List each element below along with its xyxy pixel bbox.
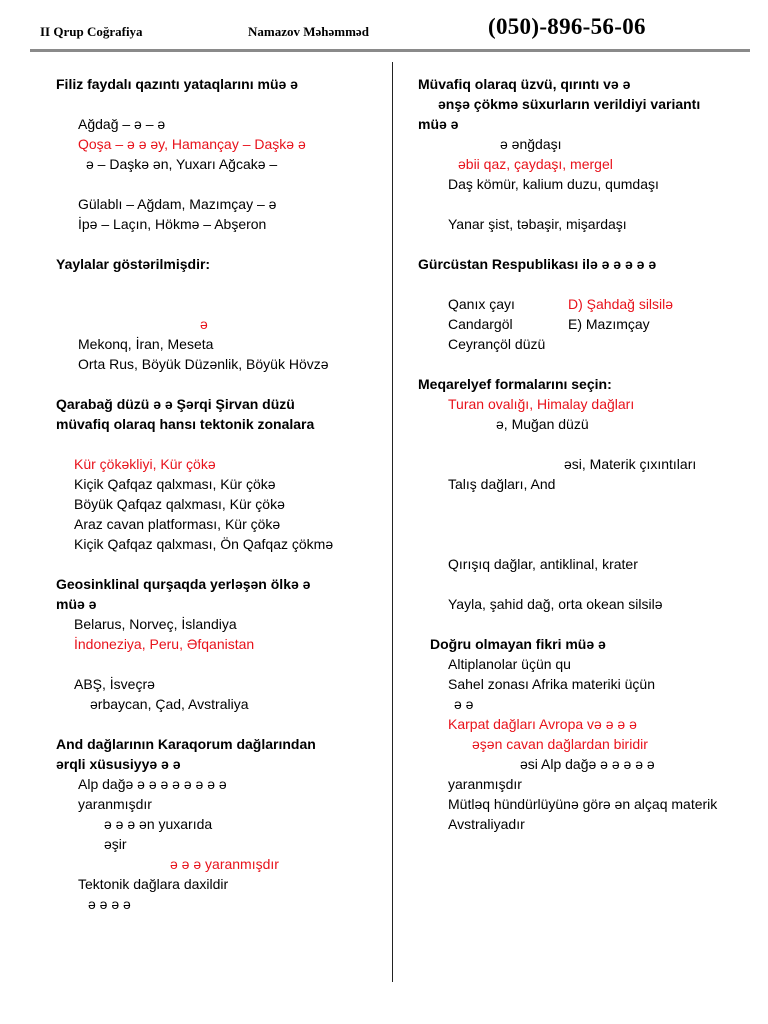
answer-option: əsi Alp dağə ə ə ə ə ə [520,756,655,772]
answer-option: Altiplanolar üçün qu [448,656,571,672]
answer-option: Ağdağ – ə – ə [78,116,166,132]
question-title: Doğru olmayan fikri müə ə [430,636,606,652]
answer-option: Kiçik Qafqaz qalxması, Kür çökə [74,476,276,492]
answer-option: Böyük Qafqaz qalxması, Kür çökə [74,496,285,512]
answer-option: Yanar şist, təbaşir, mişardaşı [448,216,627,232]
question-title: Meqarelyef formalarını seçin: [418,376,612,392]
answer-option-correct: Karpat dağları Avropa və ə ə ə [448,716,637,732]
answer-option-correct-cont: əşən cavan dağlardan biridir [472,736,648,752]
answer-option: İpə – Laçın, Hökmə – Abşeron [78,216,267,232]
answer-option-correct: Qoşa – ə ə əy, Hamançay – Daşkə ə [78,136,306,152]
column-divider [392,62,393,982]
answer-option-cont: əşir [104,836,127,852]
answer-option-correct: İndoneziya, Peru, Əfqanistan [74,636,255,652]
question-title: Yaylalar göstərilmişdir: [56,256,211,272]
question-title-cont: ənşə çökmə süxurların verildiyi variantı [438,96,701,112]
left-column [56,74,376,914]
answer-option: ərbaycan, Çad, Avstraliya [90,696,249,712]
answer-option: Qırışıq dağlar, antiklinal, krater [448,556,638,572]
answer-option: Ceyrançöl düzü [448,336,546,352]
answer-option-correct: D) Şahdağ silsilə [568,296,674,312]
page-header [0,0,768,56]
header-rule [30,49,750,52]
question-title: Qarabağ düzü ə ə Şərqi Şirvan düzü [56,396,295,412]
answer-option-correct: əbii qaz, çaydaşı, mergel [458,156,613,172]
answer-option-cont: Avstraliyadır [448,816,525,832]
answer-option: ə ə ə ən yuxarıda [104,816,213,832]
answer-option: ə ənğdaşı [500,136,562,152]
answer-option: Yayla, şahid dağ, orta okean silsilə [448,596,663,612]
answer-option: Talış dağları, And [448,476,556,492]
answer-option: ə, Muğan düzü [496,416,589,432]
question-title-cont: ərqli xüsusiyyə ə ə [56,756,181,772]
answer-option: Mekonq, İran, Meseta [78,336,214,352]
right-column [418,74,748,834]
question-title: Gürcüstan Respublikası ilə ə ə ə ə ə [418,256,657,272]
answer-row [418,314,748,334]
answer-row [418,294,748,314]
header-phone: (050)-896-56-06 [488,14,646,39]
question-title-cont: müə ə [418,116,459,132]
question-title: Geosinklinal qurşaqda yerləşən ölkə ə [56,576,311,592]
answer-option: Daş kömür, kalium duzu, qumdaşı [448,176,659,192]
answer-option: ə ə ə ə [88,896,131,912]
question-title: And dağlarının Karaqorum dağlarından [56,736,316,752]
answer-option: Qanıx çayı [448,296,515,312]
answer-option: Mütləq hündürlüyünə görə ən alçaq materik [448,796,718,812]
answer-option: Alp dağə ə ə ə ə ə ə ə ə [78,776,227,792]
answer-option-cont: yaranmışdır [448,776,522,792]
header-group: II Qrup Coğrafiya [40,24,143,39]
answer-option: Candargöl [448,316,513,332]
answer-option-cont: ə ə [454,696,474,712]
question-title-cont: müə ə [56,596,97,612]
header-author: Namazov Məhəmməd [248,24,369,39]
answer-option-correct: Kür çökəkliyi, Kür çökə [74,456,216,472]
answer-option-correct: ə ə ə yaranmışdır [170,856,279,872]
answer-option: E) Mazımçay [568,316,650,332]
answer-option: ABŞ, İsveçrə [74,676,155,692]
answer-option-correct: Turan ovalığı, Himalay dağları [448,396,635,412]
question-title: Müvafiq olaraq üzvü, qırıntı və ə [418,76,631,92]
answer-option: Tektonik dağlara daxildir [78,876,229,892]
answer-option: Araz cavan platforması, Kür çökə [74,516,281,532]
question-title: Filiz faydalı qazıntı yataqlarını müə ə [56,76,298,92]
answer-option: Orta Rus, Böyük Düzənlik, Böyük Hövzə [78,356,329,372]
question-title-cont: müvafiq olaraq hansı tektonik zonalara [56,416,315,432]
answer-option: Sahel zonası Afrika materiki üçün [448,676,655,692]
answer-option: Belarus, Norveç, İslandiya [74,616,237,632]
answer-option: ə – Daşkə ən, Yuxarı Ağcakə – [86,156,278,172]
answer-option-correct: ə [200,316,208,332]
answer-option-cont: yaranmışdır [78,796,152,812]
answer-option: Gülablı – Ağdam, Mazımçay – ə [78,196,277,212]
answer-option: Kiçik Qafqaz qalxması, Ön Qafqaz çökmə [74,536,334,552]
answer-option: əsi, Materik çıxıntıları [564,456,697,472]
